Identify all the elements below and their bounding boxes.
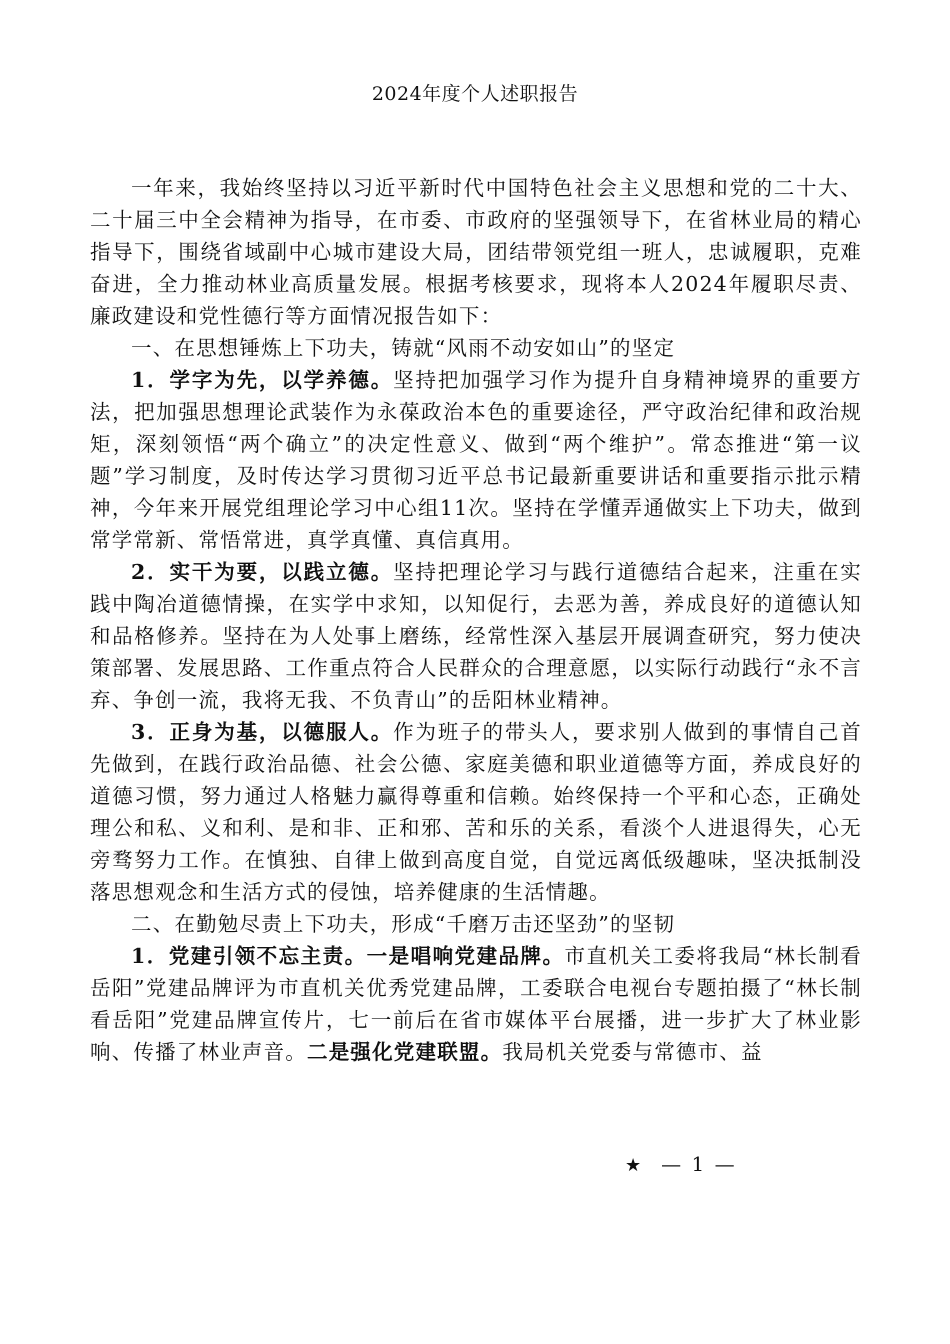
item-sub-lead: 二是强化党建联盟。 [307, 1040, 503, 1064]
star-icon: ★ [625, 1155, 644, 1176]
item-sub-text: 我局机关党委与常德市、益 [502, 1040, 763, 1064]
section-1-item-2 [90, 556, 862, 716]
page-number: — 1 — [661, 1152, 737, 1176]
section-2-heading: 二、在勤勉尽责上下功夫，形成“千磨万击还坚劲”的坚韧 [131, 912, 676, 936]
item-lead: 2．实干为要，以践立德。 [131, 560, 394, 584]
section-1-item-3 [90, 716, 862, 908]
intro-paragraph: 一年来，我始终坚持以习近平新时代中国特色社会主义思想和党的二十大、二十届三中全会精神为指导，在市委、市政府的坚强领导下，在省林业局的精心指导下，围绕省域副中心城市建设大局，团结带领党组一班人，忠诚履职，克难奋进，全力推动林业高质量发展。根据考核要求，现将本人2024年履职尽责、廉政建设和党性德行等方面情况报告如下： [90, 176, 862, 328]
item-text: 坚持把加强学习作为提升自身精神境界的重要方法，把加强思想理论武装作为永葆政治本色的重要途径，严守政治纪律和政治规矩，深刻领悟“两个确立”的决定性意义、做到“两个维护”。常态推进“第一议题”学习制度，及时传达学习贯彻习近平总书记最新重要讲话和重要指示批示精神，今年来开展党组理论学习中心组11次。坚持在学懂弄通做实上下功夫，做到常学常新、常悟常进，真学真懂、真信真用。 [90, 368, 862, 552]
item-lead: 1．党建引领不忘主责。一是唱响党建品牌。 [131, 944, 565, 968]
section-1-item-1 [90, 364, 862, 556]
item-lead: 1．学字为先，以学养德。 [131, 368, 394, 392]
section-1-heading: 一、在思想锤炼上下功夫，铸就“风雨不动安如山”的坚定 [131, 336, 676, 360]
item-lead: 3．正身为基，以德服人。 [131, 720, 394, 744]
item-text: 作为班子的带头人，要求别人做到的事情自己首先做到，在践行政治品德、社会公德、家庭美德和职业道德等方面，养成良好的道德习惯，努力通过人格魅力赢得尊重和信赖。始终保持一个平和心态，正确处理公和私、义和利、是和非、正和邪、苦和乐的关系，看淡个人进退得失，心无旁骛努力工作。在慎独、自律上做到高度自觉，自觉远离低级趣味，坚决抵制没落思想观念和生活方式的侵蚀，培养健康的生活情趣。 [90, 720, 862, 904]
document-body [90, 172, 862, 1068]
item-text: 市直机关工委将我局“林长制看岳阳”党建品牌评为市直机关优秀党建品牌，工委联合电视台专题拍摄了“林长制看岳阳”党建品牌宣传片，七一前后在省市媒体平台展播，进一步扩大了林业影响、传播了林业声音。 [90, 944, 863, 1064]
page-footer [625, 1150, 737, 1180]
section-2-item-1 [90, 940, 862, 1068]
item-text: 坚持把理论学习与践行道德结合起来，注重在实践中陶冶道德情操，在实学中求知，以知促行，去恶为善，养成良好的道德认知和品格修养。坚持在为人处事上磨练，经常性深入基层开展调查研究，努力使决策部署、发展思路、工作重点符合人民群众的合理意愿，以实际行动践行“永不言弃、争创一流，我将无我、不负青山”的岳阳林业精神。 [90, 560, 862, 712]
document-title: 2024年度个人述职报告 [371, 83, 579, 105]
